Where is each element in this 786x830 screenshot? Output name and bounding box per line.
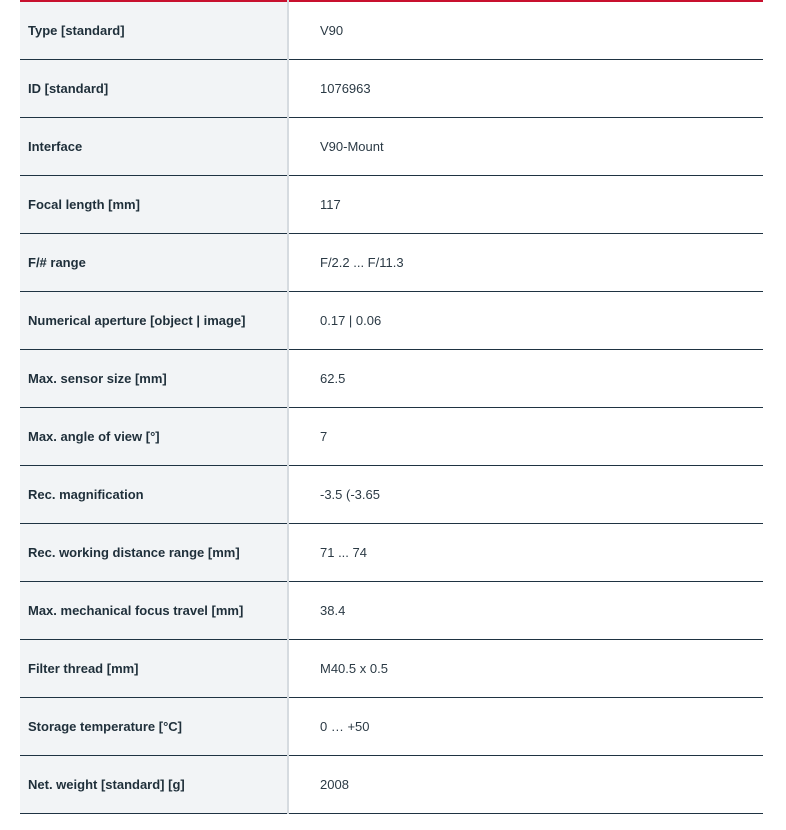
table-row xyxy=(20,291,763,349)
table-row xyxy=(20,581,763,639)
spec-label: Net. weight [standard] [g] xyxy=(20,755,288,813)
spec-label: Max. sensor size [mm] xyxy=(20,349,288,407)
spec-label: Max. mechanical focus travel [mm] xyxy=(20,581,288,639)
spec-label: Max. angle of view [°] xyxy=(20,407,288,465)
table-row xyxy=(20,639,763,697)
spec-value: 0 … +50 xyxy=(288,697,763,755)
spec-label: Filter thread [mm] xyxy=(20,639,288,697)
spec-label: F/# range xyxy=(20,233,288,291)
table-row xyxy=(20,233,763,291)
spec-table xyxy=(20,0,763,814)
spec-value: 7 xyxy=(288,407,763,465)
spec-value: M40.5 x 0.5 xyxy=(288,639,763,697)
table-row xyxy=(20,523,763,581)
spec-label: Focal length [mm] xyxy=(20,175,288,233)
spec-value: V90-Mount xyxy=(288,117,763,175)
spec-value: -3.5 (-3.65 xyxy=(288,465,763,523)
table-row xyxy=(20,755,763,813)
spec-value: 0.17 | 0.06 xyxy=(288,291,763,349)
table-row xyxy=(20,59,763,117)
table-row xyxy=(20,175,763,233)
table-row xyxy=(20,465,763,523)
spec-value: F/2.2 ... F/11.3 xyxy=(288,233,763,291)
spec-value: 71 ... 74 xyxy=(288,523,763,581)
table-row xyxy=(20,1,763,59)
spec-value: 2008 xyxy=(288,755,763,813)
spec-label: ID [standard] xyxy=(20,59,288,117)
spec-label: Rec. working distance range [mm] xyxy=(20,523,288,581)
spec-table-body xyxy=(20,1,763,813)
spec-value: 62.5 xyxy=(288,349,763,407)
table-row xyxy=(20,349,763,407)
spec-value: 117 xyxy=(288,175,763,233)
spec-label: Interface xyxy=(20,117,288,175)
spec-value: V90 xyxy=(288,1,763,59)
spec-label: Storage temperature [°C] xyxy=(20,697,288,755)
spec-label: Numerical aperture [object | image] xyxy=(20,291,288,349)
spec-value: 1076963 xyxy=(288,59,763,117)
table-row xyxy=(20,407,763,465)
spec-label: Rec. magnification xyxy=(20,465,288,523)
table-row xyxy=(20,697,763,755)
table-row xyxy=(20,117,763,175)
spec-value: 38.4 xyxy=(288,581,763,639)
spec-label: Type [standard] xyxy=(20,1,288,59)
